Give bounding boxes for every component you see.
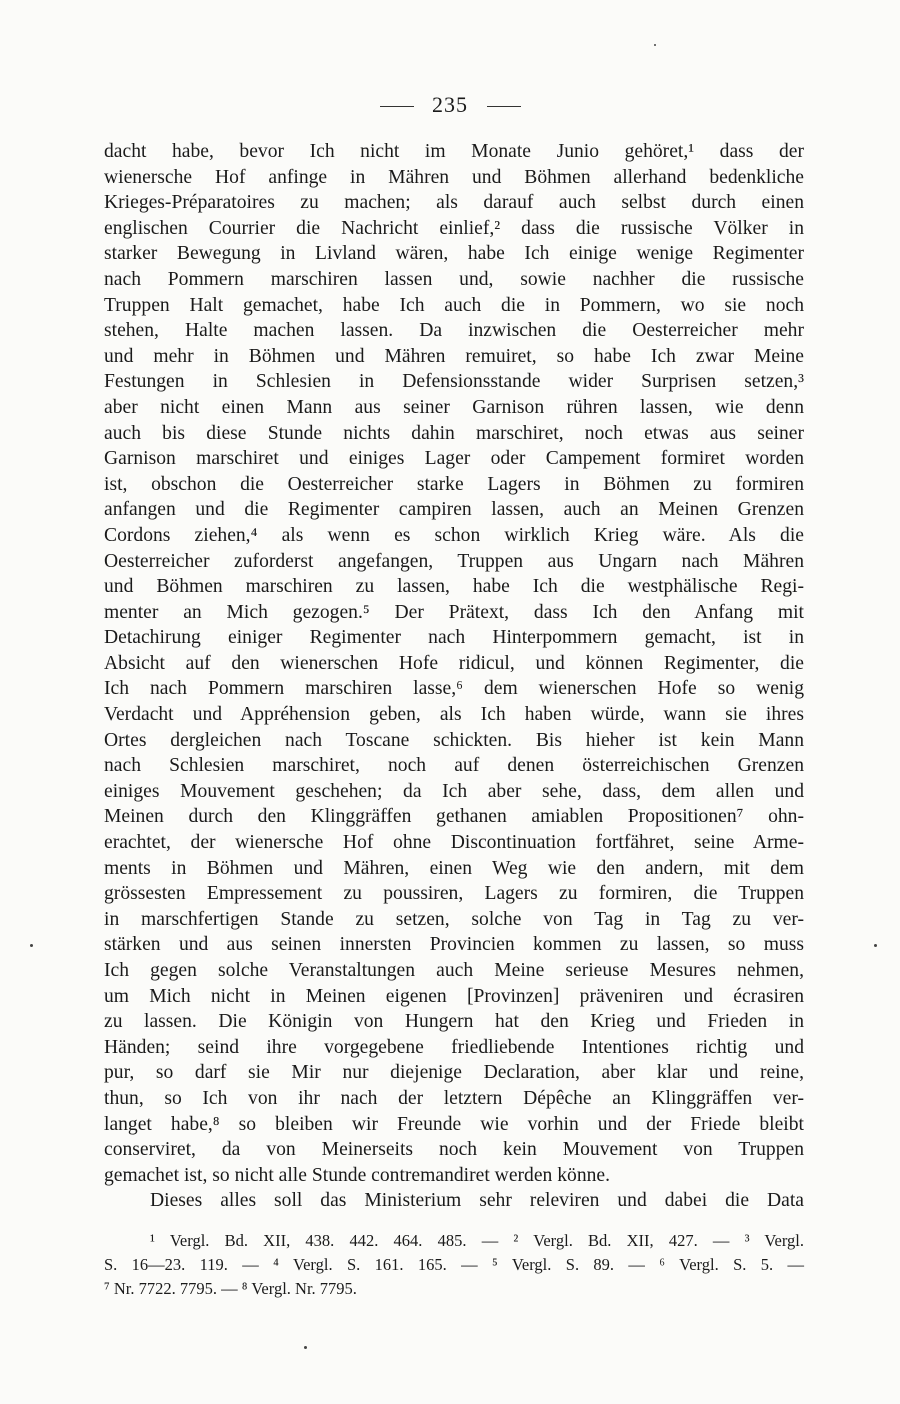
text-line: Detachirung einiger Regimenter nach Hinterpommern gemacht, ist in bbox=[104, 627, 804, 649]
text-line: wienersche Hof anfinge in Mähren und Böhmen allerhand bedenkliche bbox=[104, 166, 804, 188]
footnote-line: ⁷ Nr. 7722. 7795. — ⁸ Vergl. Nr. 7795. bbox=[104, 1279, 357, 1298]
text-line: aber nicht einen Mann aus seiner Garnison rühren lassen, wie denn bbox=[104, 396, 804, 418]
page-header bbox=[0, 92, 900, 118]
text-line: thun, so Ich von ihr nach der letztern Dépêche an Klinggräffen ver- bbox=[104, 1087, 804, 1109]
text-line: Absicht auf den wienerschen Hofe ridicul, und können Regimenter, die bbox=[104, 652, 804, 674]
text-line: ist, obschon die Oesterreicher starke Lagers in Böhmen zu formiren bbox=[104, 473, 804, 495]
text-line: um Mich nicht in Meinen eigenen [Provinzen] präveniren und écrasiren bbox=[104, 985, 804, 1007]
text-line: erachtet, der wienersche Hof ohne Discontinuation fortfähret, seine Arme- bbox=[104, 832, 804, 854]
header-dash-right bbox=[487, 106, 521, 107]
scan-speck bbox=[304, 1346, 307, 1349]
text-line: Garnison marschiret und einiges Lager oder Campement formiret worden bbox=[104, 448, 804, 470]
text-line: menter an Mich gezogen.⁵ Der Prätext, dass Ich den Anfang mit bbox=[104, 601, 804, 623]
text-line: Händen; seind ihre vorgegebene friedliebende Intentiones richtig und bbox=[104, 1036, 804, 1058]
text-line: nach Schlesien marschiret, noch auf denen österreichischen Grenzen bbox=[104, 755, 804, 777]
header-dash-left bbox=[380, 106, 414, 107]
text-line: zu lassen. Die Königin von Hungern hat den Krieg und Frieden in bbox=[104, 1011, 804, 1033]
text-line: ments in Böhmen und Mähren, einen Weg wie den andern, mit dem bbox=[104, 857, 804, 879]
scan-speck bbox=[874, 944, 877, 947]
text-line: Ich gegen solche Veranstaltungen auch Meine serieuse Mesures nehmen, bbox=[104, 960, 804, 981]
text-line: auch bis diese Stunde nichts dahin marschiret, noch etwas aus seiner bbox=[104, 422, 804, 444]
text-line: Ich nach Pommern marschiren lasse,⁶ dem wienerschen Hofe so wenig bbox=[104, 678, 804, 700]
text-line: stärken und aus seinen innersten Provincien kommen zu lassen, so muss bbox=[104, 934, 804, 956]
scan-speck bbox=[654, 44, 656, 46]
text-line: Festungen in Schlesien in Defensionsstande wider Surprisen setzen,³ bbox=[104, 371, 804, 393]
text-line: englischen Courrier die Nachricht einlief,² dass die russische Völker in bbox=[104, 217, 804, 239]
text-line: und mehr in Böhmen und Mähren remuiret, so habe Ich zwar Meine bbox=[104, 345, 804, 367]
text-line: langet habe,⁸ so bleiben wir Freunde wie vorhin und der Friede bleibt bbox=[104, 1113, 804, 1135]
text-line: Ortes dergleichen nach Toscane schickten. Bis hieher ist kein Mann bbox=[104, 729, 804, 751]
text-line: pur, so darf sie Mir nur diejenige Declaration, aber klar und reine, bbox=[104, 1062, 804, 1084]
text-line: Truppen Halt gemachet, habe Ich auch die in Pommern, wo sie noch bbox=[104, 294, 804, 316]
text-line: Meinen durch den Klinggräffen gethanen amiablen Propositionen⁷ ohn- bbox=[104, 806, 804, 828]
text-line: Dieses alles soll das Ministerium sehr releviren und dabei die Data bbox=[150, 1190, 804, 1212]
page-number: 235 bbox=[432, 92, 468, 117]
text-line: stehen, Halte machen lassen. Da inzwischen die Oesterreicher mehr bbox=[104, 320, 804, 342]
text-line: in marschfertigen Stande zu setzen, solche von Tag in Tag zu ver- bbox=[104, 908, 804, 930]
text-line: nach Pommern marschiren lassen und, sowie nachher die russische bbox=[104, 268, 804, 290]
text-line: Verdacht und Appréhension geben, als Ich haben würde, wann sie ihres bbox=[104, 704, 804, 726]
text-line: conserviret, da von Meinerseits noch kein Mouvement von Truppen bbox=[104, 1139, 804, 1161]
text-line: Oesterreicher zuforderst angefangen, Truppen aus Ungarn nach Mähren bbox=[104, 550, 804, 572]
footnote-line: ¹ Vergl. Bd. XII, 438. 442. 464. 485. — ² Vergl. Bd. XII, 427. — ³ Vergl. bbox=[150, 1231, 804, 1250]
text-line: Cordons ziehen,⁴ als wenn es schon wirklich Krieg wäre. Als die bbox=[104, 524, 804, 546]
text-line: grössesten Empressement zu poussiren, Lagers zu formiren, die Truppen bbox=[104, 883, 804, 905]
footnotes bbox=[104, 1229, 804, 1301]
footnote-line: S. 16—23. 119. — ⁴ Vergl. S. 161. 165. — ⁵ Vergl. S. 89. — ⁶ Vergl. S. 5. — bbox=[104, 1255, 804, 1274]
text-line: Krieges-Préparatoires zu machen; als darauf auch selbst durch einen bbox=[104, 192, 804, 214]
text-line: starker Bewegung in Livland wären, habe Ich einige wenige Regimenter bbox=[104, 243, 804, 265]
text-line: dacht habe, bevor Ich nicht im Monate Junio gehöret,¹ dass der bbox=[104, 141, 804, 162]
text-line: einiges Mouvement geschehen; da Ich aber sehe, dass, dem allen und bbox=[104, 780, 804, 802]
text-line: anfangen und die Regimenter campiren lassen, auch an Meinen Grenzen bbox=[104, 499, 804, 521]
main-text bbox=[104, 139, 804, 1214]
scan-speck bbox=[30, 944, 33, 947]
text-line: und Böhmen marschiren zu lassen, habe Ich die westphälische Regi- bbox=[104, 576, 804, 598]
text-line: gemachet ist, so nicht alle Stunde contremandiret werden könne. bbox=[104, 1164, 611, 1186]
